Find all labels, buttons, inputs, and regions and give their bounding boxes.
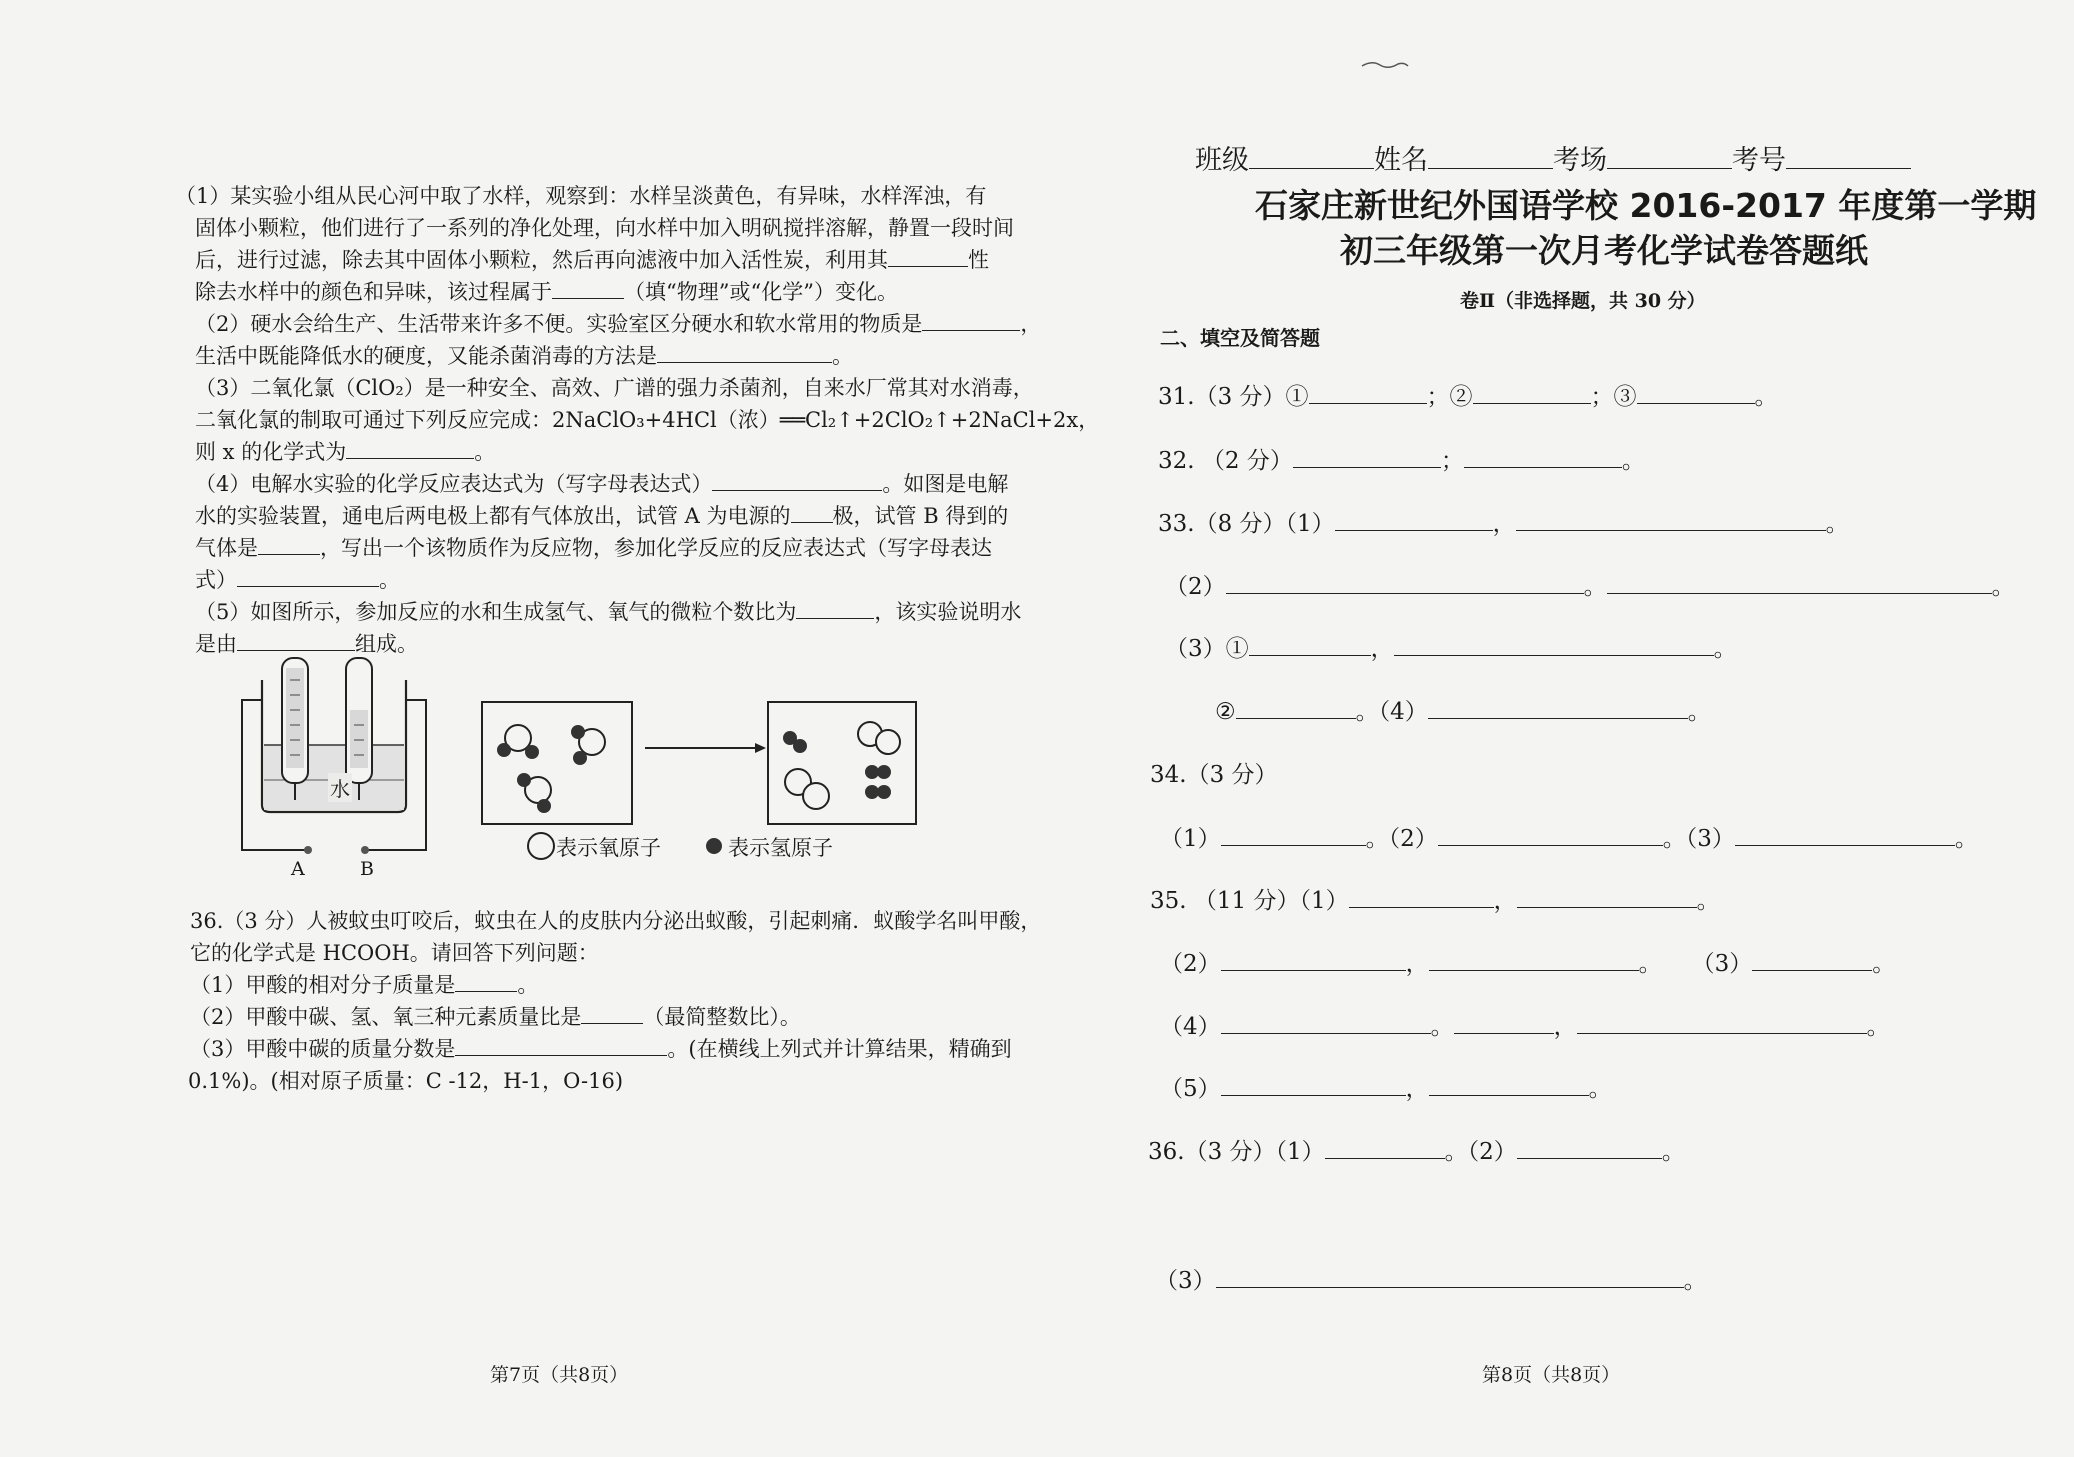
left-q36-line6: 0.1%)。(相对原子质量：C -12，H-1，O-16) — [188, 1069, 624, 1093]
left-p5-line1: （5）如图所示，参加反应的水和生成氢气、氧气的微粒个数比为 ，该实验说明水 — [195, 596, 1021, 626]
room-field[interactable] — [1607, 142, 1732, 169]
q33-blank-7[interactable] — [1236, 696, 1356, 719]
exam-title-line2: 初三年级第一次月考化学试卷答题纸 — [1340, 231, 1868, 270]
left-p5-line2: 是由 组成。 — [195, 628, 418, 658]
blank[interactable] — [237, 628, 355, 651]
q35-blank-6[interactable] — [1221, 1011, 1431, 1034]
left-q36-line2: 它的化学式是 HCOOH。请回答下列问题： — [190, 941, 599, 965]
answer-q34: （1） 。（2） 。（3） 。 — [1160, 820, 1978, 853]
q35-blank-10[interactable] — [1429, 1073, 1589, 1096]
name-field[interactable] — [1428, 142, 1553, 169]
left-p2-line2: 生活中既能降低水的硬度，又能杀菌消毒的方法是 。 — [195, 340, 853, 370]
left-p3-line2: 二氧化氯的制取可通过下列反应完成：2NaClO₃+4HCl（浓）══Cl₂↑+2ClO₂↑+2NaCl+2x， — [195, 408, 1100, 432]
q32-blank-1[interactable] — [1293, 445, 1441, 468]
hydrogen-molecule — [783, 731, 807, 753]
q35-blank-4[interactable] — [1429, 948, 1639, 971]
water-molecule — [571, 725, 605, 765]
q33-blank-8[interactable] — [1428, 696, 1688, 719]
right-page-footer: 第8页（共8页） — [1482, 1364, 1621, 1386]
q33-blank-5[interactable] — [1249, 633, 1371, 656]
blank[interactable] — [552, 276, 624, 299]
legend-oxygen-label: 表示氧原子 — [556, 836, 661, 860]
answer-q35-line4: （5） ， 。 — [1160, 1070, 1612, 1103]
left-q36-line5: （3）甲酸中碳的质量分数是 。(在横线上列式并计算结果，精确到 — [190, 1033, 1012, 1063]
left-p1-line1: （1）某实验小组从民心河中取了水样，观察到：水样呈淡黄色，有异味，水样浑浊，有 — [175, 184, 987, 208]
blank[interactable] — [258, 532, 320, 555]
left-q36-line3: （1）甲酸的相对分子质量是 。 — [190, 969, 538, 999]
oxygen-molecule — [858, 722, 900, 754]
answer-q36-line2: （3） 。 — [1155, 1262, 1707, 1295]
q34-number: 34.（3 分） — [1150, 762, 1278, 788]
left-p1-line3: 后，进行过滤，除去其中固体小颗粒，然后再向滤液中加入活性炭，利用其 性 — [195, 244, 989, 274]
q33-blank-2[interactable] — [1516, 508, 1826, 531]
q35-blank-1[interactable] — [1349, 885, 1494, 908]
left-p2-line1: （2）硬水会给生产、生活带来许多不便。实验室区分硬水和软水常用的物质是 ， — [195, 308, 1041, 338]
left-p4-line3: 气体是 ，写出一个该物质作为反应物，参加化学反应的反应表达式（写字母表达 — [195, 532, 992, 562]
answer-q31: 31.（3 分）① ；② ；③ 。 — [1158, 378, 1778, 411]
exam-subtitle: 卷Ⅱ（非选择题，共 30 分） — [1460, 290, 1706, 312]
legend-hydrogen-label: 表示氢原子 — [728, 836, 833, 860]
water-molecule — [517, 773, 551, 813]
q32-blank-2[interactable] — [1464, 445, 1622, 468]
left-p4-line4: 式） 。 — [195, 564, 400, 594]
blank[interactable] — [922, 308, 1020, 331]
q36-blank-1[interactable] — [1325, 1136, 1445, 1159]
q33-blank-4[interactable] — [1607, 571, 1992, 594]
q33-blank-1[interactable] — [1335, 508, 1493, 531]
q35-blank-9[interactable] — [1221, 1073, 1406, 1096]
q34-blank-1[interactable] — [1221, 823, 1366, 846]
scribble-mark — [1360, 58, 1410, 72]
left-page-footer: 第7页（共8页） — [490, 1364, 629, 1386]
q33-blank-6[interactable] — [1394, 633, 1714, 656]
blank[interactable] — [455, 969, 517, 992]
q31-blank-3[interactable] — [1637, 381, 1755, 404]
left-p4-line2: 水的实验装置，通电后两电极上都有气体放出，试管 A 为电源的 极，试管 B 得到的 — [195, 500, 1008, 530]
left-p1-line2: 固体小颗粒，他们进行了一系列的净化处理，向水样中加入明矾搅拌溶解，静置一段时间 — [195, 216, 1014, 240]
blank[interactable] — [791, 500, 833, 523]
q35-blank-7[interactable] — [1454, 1011, 1554, 1034]
electrolysis-apparatus-figure — [230, 650, 440, 882]
q36-blank-2[interactable] — [1517, 1136, 1662, 1159]
q33-blank-3[interactable] — [1226, 571, 1584, 594]
blank[interactable] — [455, 1033, 667, 1056]
q35-blank-5[interactable] — [1752, 948, 1872, 971]
answer-q33-line1: 33.（8 分）（1） ， 。 — [1158, 505, 1849, 538]
hydrogen-molecule — [865, 785, 891, 799]
q31-blank-1[interactable] — [1309, 381, 1427, 404]
q35-blank-2[interactable] — [1517, 885, 1697, 908]
electrode-a-label: A — [291, 858, 305, 880]
answer-q33-line3: （3）① ， 。 — [1165, 630, 1737, 663]
q31-blank-2[interactable] — [1473, 381, 1591, 404]
blank[interactable] — [796, 596, 874, 619]
oxygen-molecule — [785, 769, 829, 809]
answer-q35-line2: （2） ， 。 （3） 。 — [1160, 945, 1895, 978]
electrode-b-label: B — [360, 858, 374, 880]
water-decomposition-figure — [480, 700, 920, 830]
blank[interactable] — [581, 1001, 643, 1024]
legend-oxygen-icon — [527, 832, 555, 860]
q36-blank-3[interactable] — [1216, 1265, 1684, 1288]
exam-title-line1: 石家庄新世纪外国语学校 2016-2017 年度第一学期 — [1255, 186, 2037, 225]
left-p4-line1: （4）电解水实验的化学反应表达式为（写字母表达式） 。如图是电解 — [195, 468, 1008, 498]
q35-blank-3[interactable] — [1221, 948, 1406, 971]
blank[interactable] — [712, 468, 882, 491]
left-p3-line1: （3）二氧化氯（ClO₂）是一种安全、高效、广谱的强力杀菌剂，自来水厂常其对水消毒， — [195, 376, 1034, 400]
answer-q33-line4: ② 。（4） 。 — [1215, 693, 1711, 726]
water-label: 水 — [328, 773, 352, 802]
water-molecule — [497, 725, 539, 759]
section-heading: 二、填空及简答题 — [1160, 326, 1320, 350]
left-p1-line4: 除去水样中的颜色和异味，该过程属于 （填“物理”或“化学”）变化。 — [195, 276, 898, 306]
q35-blank-8[interactable] — [1577, 1011, 1867, 1034]
left-p3-line3: 则 x 的化学式为 。 — [195, 436, 495, 466]
blank[interactable] — [657, 340, 832, 363]
blank[interactable] — [888, 244, 968, 267]
number-field[interactable] — [1786, 142, 1911, 169]
legend-hydrogen-icon — [706, 838, 722, 854]
left-q36-line4: （2）甲酸中碳、氢、氧三种元素质量比是 （最简整数比）。 — [190, 1001, 801, 1031]
header-fields: 班级 姓名 考场 考号 — [1195, 138, 1911, 177]
answer-q35-line3: （4） 。 ， 。 — [1160, 1008, 1890, 1041]
blank[interactable] — [237, 564, 379, 587]
class-field[interactable] — [1249, 142, 1374, 169]
hydrogen-molecule — [865, 765, 891, 779]
answer-q35-line1: 35. （11 分）（1） ， 。 — [1150, 882, 1720, 915]
left-q36-line1: 36.（3 分）人被蚊虫叮咬后，蚊虫在人的皮肤内分泌出蚁酸，引起刺痛．蚁酸学名叫甲酸， — [190, 909, 1042, 933]
q34-blank-3[interactable] — [1735, 823, 1955, 846]
blank[interactable] — [346, 436, 474, 459]
answer-q36-line1: 36.（3 分）（1） 。（2） 。 — [1148, 1133, 1685, 1166]
answer-q33-line2: （2） 。 。 — [1165, 568, 2015, 601]
answer-q32: 32. （2 分） ； 。 — [1158, 442, 1645, 475]
q34-blank-2[interactable] — [1438, 823, 1663, 846]
